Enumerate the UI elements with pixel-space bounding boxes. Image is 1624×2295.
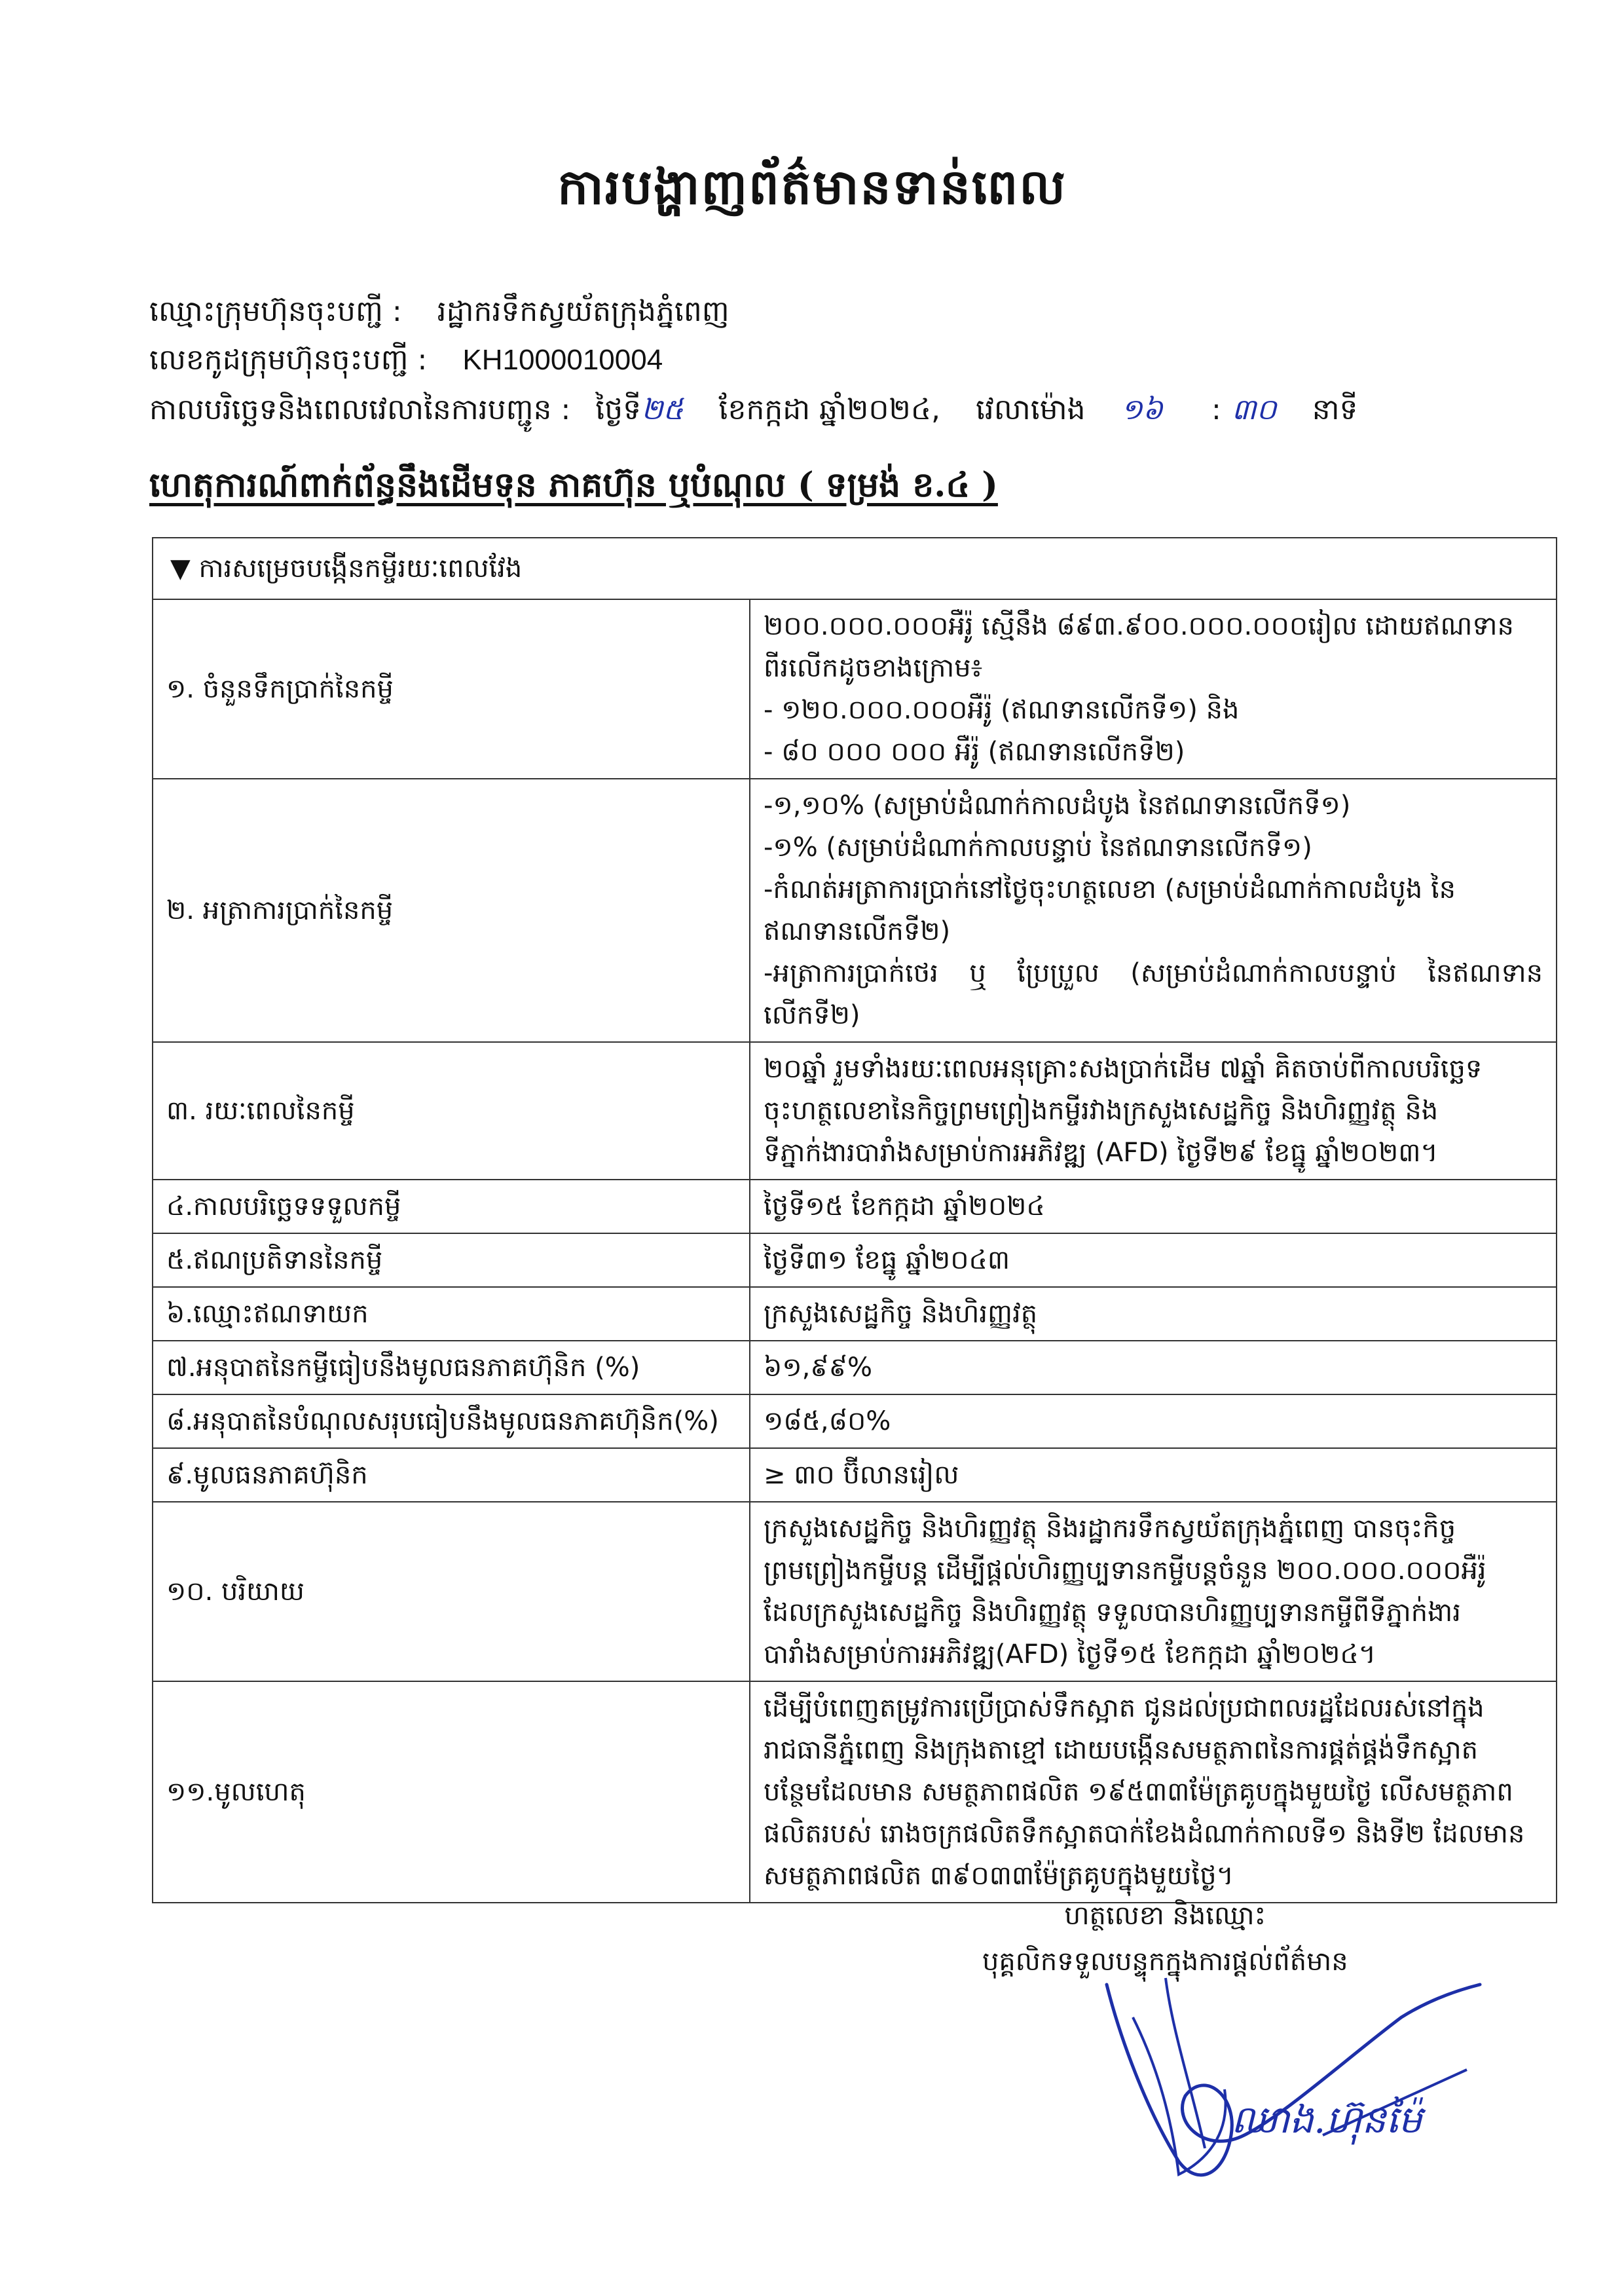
row-value-line: ២០០.០០០.០០០អឺរ៉ូ ស្មើនឹង ៨៩៣.៩០០.០០០.០០០រៀល ដោយឥណទាន xyxy=(764,611,1514,641)
row-value-line: ១៨៥,៨០% xyxy=(764,1406,891,1436)
section-title: ▼ ការសម្រេចបង្កើនកម្ចីរយៈពេលវែង xyxy=(153,538,1557,599)
row-value xyxy=(750,1448,1557,1502)
company-name-label: ឈ្មោះក្រុមហ៊ុនចុះបញ្ជី : xyxy=(149,295,402,328)
submission-minute: ៣០ xyxy=(1231,393,1277,426)
row-value xyxy=(750,1681,1557,1903)
submission-hour: ១៦ xyxy=(1120,393,1163,426)
table-row xyxy=(153,779,1557,1042)
row-value-line: -កំណត់អត្រាការប្រាក់នៅថ្ងៃចុះហត្ថលេខា (សម្រាប់ដំណាក់កាលដំបូង នៃ xyxy=(764,874,1456,905)
table-row xyxy=(153,1287,1557,1341)
row-value-line: រាជធានីភ្នំពេញ និងក្រុងតាខ្មៅ ដោយបង្កើនសមត្ថភាពនៃការផ្គត់ផ្គង់ទឹកស្អាត xyxy=(764,1735,1479,1765)
row-label: ៩.មូលធនភាគហ៊ុនិក xyxy=(153,1448,750,1502)
company-code-line xyxy=(149,342,663,384)
row-value xyxy=(750,1180,1557,1233)
company-code: KH1000010004 xyxy=(462,344,663,376)
page-title: ការបង្ហាញព័ត៌មានទាន់ពេល xyxy=(557,159,1067,215)
row-value-line: ផលិតរបស់ រោងចក្រផលិតទឹកស្អាតបាក់ខែងដំណាក់កាលទី១ និងទី២ ដែលមាន xyxy=(764,1819,1525,1849)
submission-line xyxy=(149,392,1357,434)
submission-day: ២៥ xyxy=(641,393,684,426)
row-value-line: ក្រសួងសេដ្ឋកិច្ច និងហិរញ្ញវត្ថុ និងរដ្ឋាករទឹកស្វយ័តក្រុងភ្នំពេញ បានចុះកិច្ច xyxy=(764,1514,1456,1544)
row-value-line: - ១២០.០០០.០០០អឺរ៉ូ (ឥណទានលើកទី១) និង xyxy=(764,695,1240,725)
row-label: ៦.ឈ្មោះឥណទាយក xyxy=(153,1287,750,1341)
form-subheading: ហេតុការណ៍ពាក់ព័ន្ធនឹងដើមទុន ភាគហ៊ុន ឬបំណុល ( ទម្រង់ ខ.៤ ) xyxy=(149,465,998,505)
table-row xyxy=(153,1042,1557,1180)
table-row xyxy=(153,1233,1557,1287)
time-label: វេលាម៉ោង xyxy=(975,393,1086,426)
row-value xyxy=(750,779,1557,1042)
row-label: ១០. បរិយាយ xyxy=(153,1502,750,1681)
row-value-line: ថ្ងៃទី៣១ ខែធ្នូ ឆ្នាំ២០៤៣ xyxy=(764,1245,1010,1275)
row-value xyxy=(750,1233,1557,1287)
row-value-line: ថ្ងៃទី១៥ ខែកក្កដា ឆ្នាំ២០២៤ xyxy=(764,1191,1045,1222)
row-value-line: ពីរលើកដូចខាងក្រោម៖ xyxy=(764,653,983,683)
row-value xyxy=(750,599,1557,779)
row-value-line: -អត្រាការប្រាក់ថេរ ឬ ប្រែប្រួល (សម្រាប់ដំណាក់កាលបន្ទាប់ នៃឥណទានលើកទី២) xyxy=(764,958,1543,1030)
row-label: ១១.មូលហេតុ xyxy=(153,1681,750,1903)
company-name-line xyxy=(149,293,729,335)
signature-caption-line-1: ហត្ថលេខា និងឈ្មោះ xyxy=(1064,1901,1266,1931)
minute-separator: : xyxy=(1211,393,1221,426)
signature-caption-line-2: បុគ្គលិកទទួលបន្ទុកក្នុងការផ្តល់ព័ត៌មាន xyxy=(982,1947,1348,1977)
row-value-line: ក្រសួងសេដ្ឋកិច្ច និងហិរញ្ញវត្ថុ xyxy=(764,1299,1038,1329)
row-value-line: ព្រមព្រៀងកម្ចីបន្ត ដើម្បីផ្តល់ហិរញ្ញប្បទានកម្ចីបន្តចំនួន ២០០.០០០.០០០អឺរ៉ូ xyxy=(764,1556,1486,1586)
row-label: ២. អត្រាការប្រាក់នៃកម្ចី xyxy=(153,779,750,1042)
table-row xyxy=(153,1394,1557,1448)
table-row xyxy=(153,1502,1557,1681)
signature-scribble xyxy=(1008,1939,1506,2214)
row-value-line: ឥណទានលើកទី២) xyxy=(764,916,951,946)
signature-name: ឈាង.ហ៊ុនម៉ៃ xyxy=(1231,2097,1422,2142)
table-row xyxy=(153,1180,1557,1233)
row-value-line: ≥ ៣០ ប៊ីលានរៀល xyxy=(764,1460,959,1490)
row-value-line: ២០ឆ្នាំ រួមទាំងរយៈពេលអនុគ្រោះសងប្រាក់ដើម ៧ឆ្នាំ គិតចាប់ពីកាលបរិច្ឆេទ xyxy=(764,1054,1483,1084)
submission-month-year: ខែកក្កដា ឆ្នាំ២០២៤, xyxy=(718,393,940,426)
row-label: ៨.អនុបាតនៃបំណុលសរុបធៀបនឹងមូលធនភាគហ៊ុនិក(%) xyxy=(153,1394,750,1448)
row-label: ៥.ឥណប្រតិទាននៃកម្ចី xyxy=(153,1233,750,1287)
row-value-line: ដើម្បីបំពេញតម្រូវការប្រើប្រាស់ទឹកស្អាត ជូនដល់ប្រជាពលរដ្ឋដែលរស់នៅក្នុង xyxy=(764,1693,1485,1723)
row-label: ៧.អនុបាតនៃកម្ចីធៀបនឹងមូលធនភាគហ៊ុនិក (%) xyxy=(153,1341,750,1394)
table-row xyxy=(153,1341,1557,1394)
row-value-line: ទីភ្នាក់ងារបារាំងសម្រាប់ការអភិវឌ្ឍ (AFD) ថ្ងៃទី២៩ ខែធ្នូ ឆ្នាំ២០២៣។ xyxy=(764,1138,1438,1168)
row-value-line: បន្ថែមដែលមាន សមត្ថភាពផលិត ១៩៥៣៣ម៉ែត្រគូបក្នុងមួយថ្ងៃ លើសមត្ថភាព xyxy=(764,1777,1513,1807)
table-row xyxy=(153,1681,1557,1903)
row-label: ៤.កាលបរិច្ឆេទទទួលកម្ចី xyxy=(153,1180,750,1233)
day-prefix: ថ្ងៃទី xyxy=(595,393,642,426)
row-value-line: បារាំងសម្រាប់ការអភិវឌ្ឍ(AFD) ថ្ងៃទី១៥ ខែកក្កដា ឆ្នាំ២០២៤។ xyxy=(764,1639,1376,1670)
row-value xyxy=(750,1287,1557,1341)
disclosure-table xyxy=(152,537,1557,1903)
row-value xyxy=(750,1042,1557,1180)
submission-label: កាលបរិច្ឆេទនិងពេលវេលានៃការបញ្ជូន : xyxy=(149,393,571,426)
minute-unit: នាទី xyxy=(1312,393,1358,426)
row-value xyxy=(750,1394,1557,1448)
table-row xyxy=(153,1448,1557,1502)
row-value xyxy=(750,1502,1557,1681)
row-value-line: - ៨០ ០០០ ០០០ អឺរ៉ូ (ឥណទានលើកទី២) xyxy=(764,737,1185,767)
row-label: ១. ចំនួនទឹកប្រាក់នៃកម្ចី xyxy=(153,599,750,779)
company-name: រដ្ឋាករទឹកស្វយ័តក្រុងភ្នំពេញ xyxy=(437,295,729,328)
row-value-line: ៦១,៩៩% xyxy=(764,1353,872,1383)
row-value-line: -១,១០% (សម្រាប់ដំណាក់កាលដំបូង នៃឥណទានលើកទី១) xyxy=(764,791,1351,821)
table-row xyxy=(153,599,1557,779)
row-value xyxy=(750,1341,1557,1394)
row-value-line: សមត្ថភាពផលិត ៣៩០៣៣ម៉ែត្រគូបក្នុងមួយថ្ងៃ។ xyxy=(764,1861,1234,1891)
row-value-line: ដែលក្រសួងសេដ្ឋកិច្ច និងហិរញ្ញវត្ថុ ទទួលបានហិរញ្ញប្បទានកម្ចីពីទីភ្នាក់ងារ xyxy=(764,1597,1461,1628)
section-header-row xyxy=(153,538,1557,599)
row-value-line: ចុះហត្ថលេខានៃកិច្ចព្រមព្រៀងកម្ចីរវាងក្រសួងសេដ្ឋកិច្ច និងហិរញ្ញវត្ថុ និង xyxy=(764,1096,1439,1126)
row-value-line: -១% (សម្រាប់ដំណាក់កាលបន្ទាប់ នៃឥណទានលើកទី១) xyxy=(764,832,1312,863)
company-code-label: លេខកូដក្រុមហ៊ុនចុះបញ្ជី : xyxy=(149,343,428,377)
row-label: ៣. រយៈពេលនៃកម្ចី xyxy=(153,1042,750,1180)
